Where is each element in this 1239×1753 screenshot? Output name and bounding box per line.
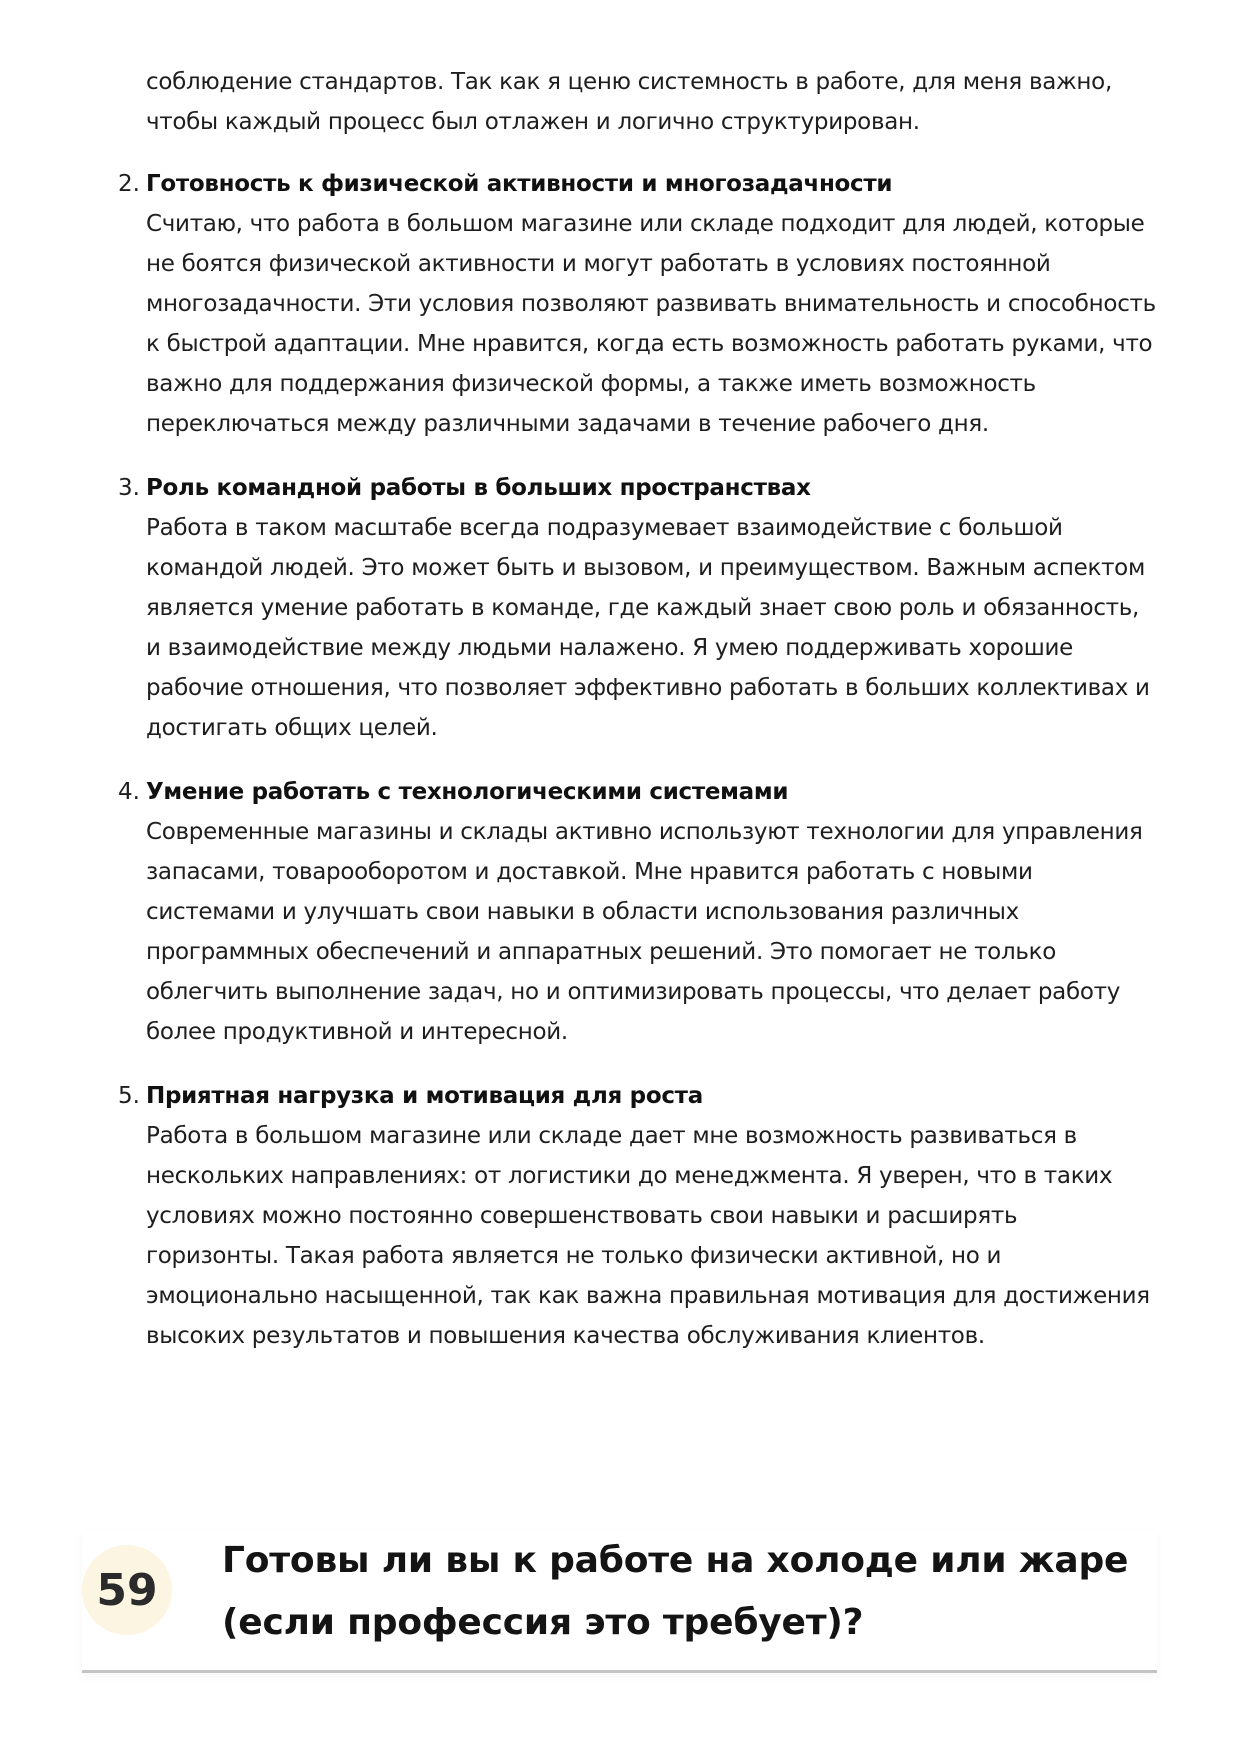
list-item-body: Работа в большом магазине или складе дает мне возможность развиваться в нескольких направлениях: от логистики до менеджмента. Я уверен, что в таких условиях можно постоянно совершенствовать свои навыки и расширять горизонты. Такая работа является не только физически активной, но и эмоционально насыщенной, так как важна правильная мотивация для достижения высоких результатов и повышения качества обслуживания клиентов. (146, 1123, 1150, 1349)
list-item-number: 3. (118, 475, 140, 501)
intro-text: соблюдение стандартов. Так как я ценю системность в работе, для меня важно, чтобы каждый процесс был отлажен и логично структурирован. (146, 69, 1112, 135)
question-title: Готовы ли вы к работе на холоде или жаре (если профессия это требует)? (222, 1540, 1129, 1643)
list-item-number: 5. (118, 1083, 140, 1109)
document-body (118, 62, 1156, 1380)
question-number-badge: 59 (82, 1545, 172, 1635)
list-item (118, 164, 1156, 444)
list-item-body: Работа в таком масштабе всегда подразумевает взаимодействие с большой командой людей. Это может быть и вызовом, и преимуществом. Важным аспектом является умение работать в команде, где каждый знает свою роль и обязанность, и взаимодействие между людьми налажено. Я умею поддерживать хорошие рабочие отношения, что позволяет эффективно работать в больших коллективах и достигать общих целей. (146, 515, 1150, 741)
list-item-title: Готовность к физической активности и многозадачности (146, 171, 893, 197)
intro-paragraph (146, 62, 1156, 142)
question-header (82, 1530, 1157, 1673)
list-item-number: 2. (118, 171, 140, 197)
list-item-title: Умение работать с технологическими системами (146, 779, 789, 805)
list-item (118, 1076, 1156, 1356)
list-item-title: Приятная нагрузка и мотивация для роста (146, 1083, 703, 1109)
list-item-body: Считаю, что работа в большом магазине или складе подходит для людей, которые не боятся физической активности и могут работать в условиях постоянной многозадачности. Эти условия позволяют развивать внимательность и способность к быстрой адаптации. Мне нравится, когда есть возможность работать руками, что важно для поддержания физической формы, а также иметь возможность переключаться между различными задачами в течение рабочего дня. (146, 211, 1156, 437)
list-item-body: Современные магазины и склады активно используют технологии для управления запасами, товарооборотом и доставкой. Мне нравится работать с новыми системами и улучшать свои навыки в области использования различных программных обеспечений и аппаратных решений. Это помогает не только облегчить выполнение задач, но и оптимизировать процессы, что делает работу более продуктивной и интересной. (146, 819, 1143, 1045)
list-item (118, 468, 1156, 748)
list-item (118, 772, 1156, 1052)
list-item-title: Роль командной работы в больших пространствах (146, 475, 811, 501)
list-item-number: 4. (118, 779, 140, 805)
